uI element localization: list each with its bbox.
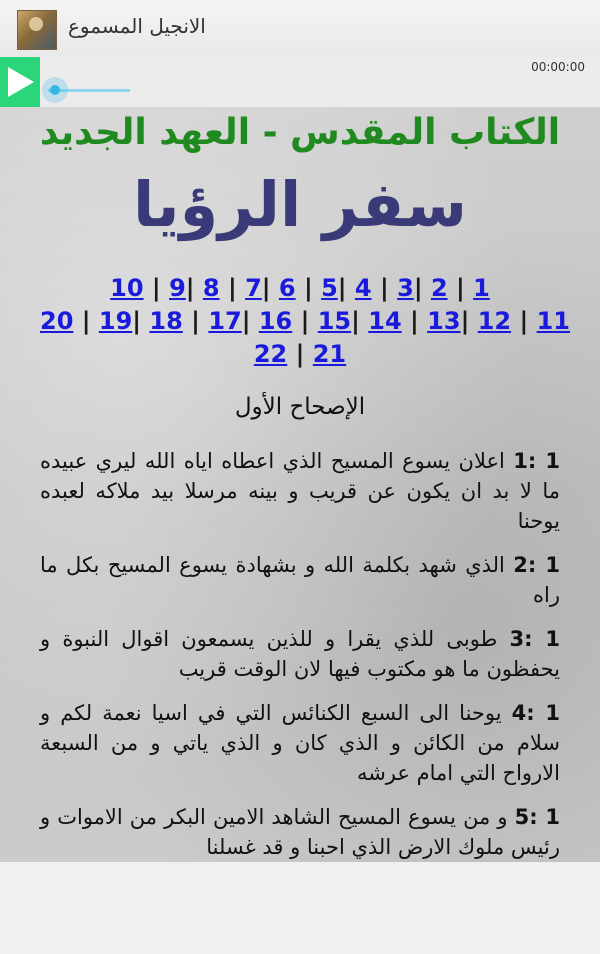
verse-item (40, 624, 560, 684)
title-bar (0, 0, 600, 58)
chapter-link-21[interactable]: 21 (312, 340, 347, 368)
chapter-link-20[interactable]: 20 (40, 307, 74, 335)
play-button[interactable] (0, 57, 40, 107)
content-area[interactable] (0, 108, 600, 862)
time-readout: 00:00:00 (531, 60, 585, 74)
verse-item (40, 802, 560, 862)
audio-player (0, 57, 600, 108)
verse-text: و من يسوع المسيح الشاهد الامين البكر من الاموات و رئيس ملوك الارض الذي احبنا و قد غسلنا (40, 805, 560, 859)
bottom-area (0, 862, 600, 954)
chapter-link-18[interactable]: 18 (149, 307, 183, 335)
verse-item (40, 446, 560, 536)
chapter-link-8[interactable]: 8 (202, 274, 220, 302)
verse-number: 1 :1 (513, 449, 561, 473)
book-title: سفر الرؤيا (133, 168, 467, 241)
chapter-link-14[interactable]: 14 (368, 307, 402, 335)
play-icon (8, 67, 34, 97)
chapter-row: 20 | 19| 18 | 17| 16 | 15| 14 | 13| 12 | 11 (40, 307, 570, 335)
chapter-link-3[interactable]: 3 (397, 274, 414, 302)
chapter-link-19[interactable]: 19 (98, 307, 133, 335)
chapter-heading: الإصحاح الأول (234, 394, 366, 420)
chapter-link-1[interactable]: 1 (473, 274, 490, 302)
verse-text: الذي شهد بكلمة الله و بشهادة يسوع المسيح بكل ما راه (40, 553, 560, 607)
chapter-link-7[interactable]: 7 (245, 274, 262, 302)
app-title: الانجيل المسموع (68, 14, 206, 38)
verse-text: اعلان يسوع المسيح الذي اعطاه اياه الله ليري عبيده ما لا بد ان يكون عن قريب و بينه مرسلا بيد ملاكه لعبده يوحنا (40, 449, 560, 533)
verse-number: 1 :2 (513, 553, 560, 577)
chapter-link-9[interactable]: 9 (169, 274, 186, 302)
verse-list (40, 446, 560, 862)
chapter-link-15[interactable]: 15 (317, 307, 352, 335)
verse-number: 1 :5 (514, 805, 560, 829)
verse-text: يوحنا الى السبع الكنائس التي في اسيا نعمة لكم و سلام من الكائن و الذي كان و الذي ياتي و من السبعة الارواح التي امام عرشه (40, 701, 560, 785)
app-logo-icon (17, 10, 57, 50)
seek-thumb[interactable] (42, 77, 68, 103)
chapter-link-4[interactable]: 4 (354, 274, 372, 302)
chapter-link-22[interactable]: 22 (253, 340, 288, 368)
chapter-link-11[interactable]: 11 (536, 307, 570, 335)
chapter-link-13[interactable]: 13 (427, 307, 461, 335)
chapter-link-6[interactable]: 6 (278, 274, 296, 302)
chapter-link-5[interactable]: 5 (321, 274, 338, 302)
book-collection-title: الكتاب المقدس - العهد الجديد (39, 112, 561, 153)
chapter-link-17[interactable]: 17 (208, 307, 242, 335)
verse-number: 1 :4 (511, 701, 560, 725)
chapter-row: 10 | 9| 8 | 7| 6 | 5| 4 | 3| 2 | 1 (110, 274, 490, 302)
chapter-link-16[interactable]: 16 (258, 307, 293, 335)
chapter-links (40, 272, 570, 371)
chapter-link-12[interactable]: 12 (477, 307, 512, 335)
verse-number: 1 :3 (509, 627, 560, 651)
verse-item (40, 698, 560, 788)
chapter-row: 22 | 21 (253, 340, 347, 368)
verse-text: طوبى للذي يقرا و للذين يسمعون اقوال النبوة و يحفظون ما هو مكتوب فيها لان الوقت قريب (40, 627, 560, 681)
chapter-link-10[interactable]: 10 (110, 274, 144, 302)
chapter-link-2[interactable]: 2 (430, 274, 448, 302)
verse-item (40, 550, 560, 610)
